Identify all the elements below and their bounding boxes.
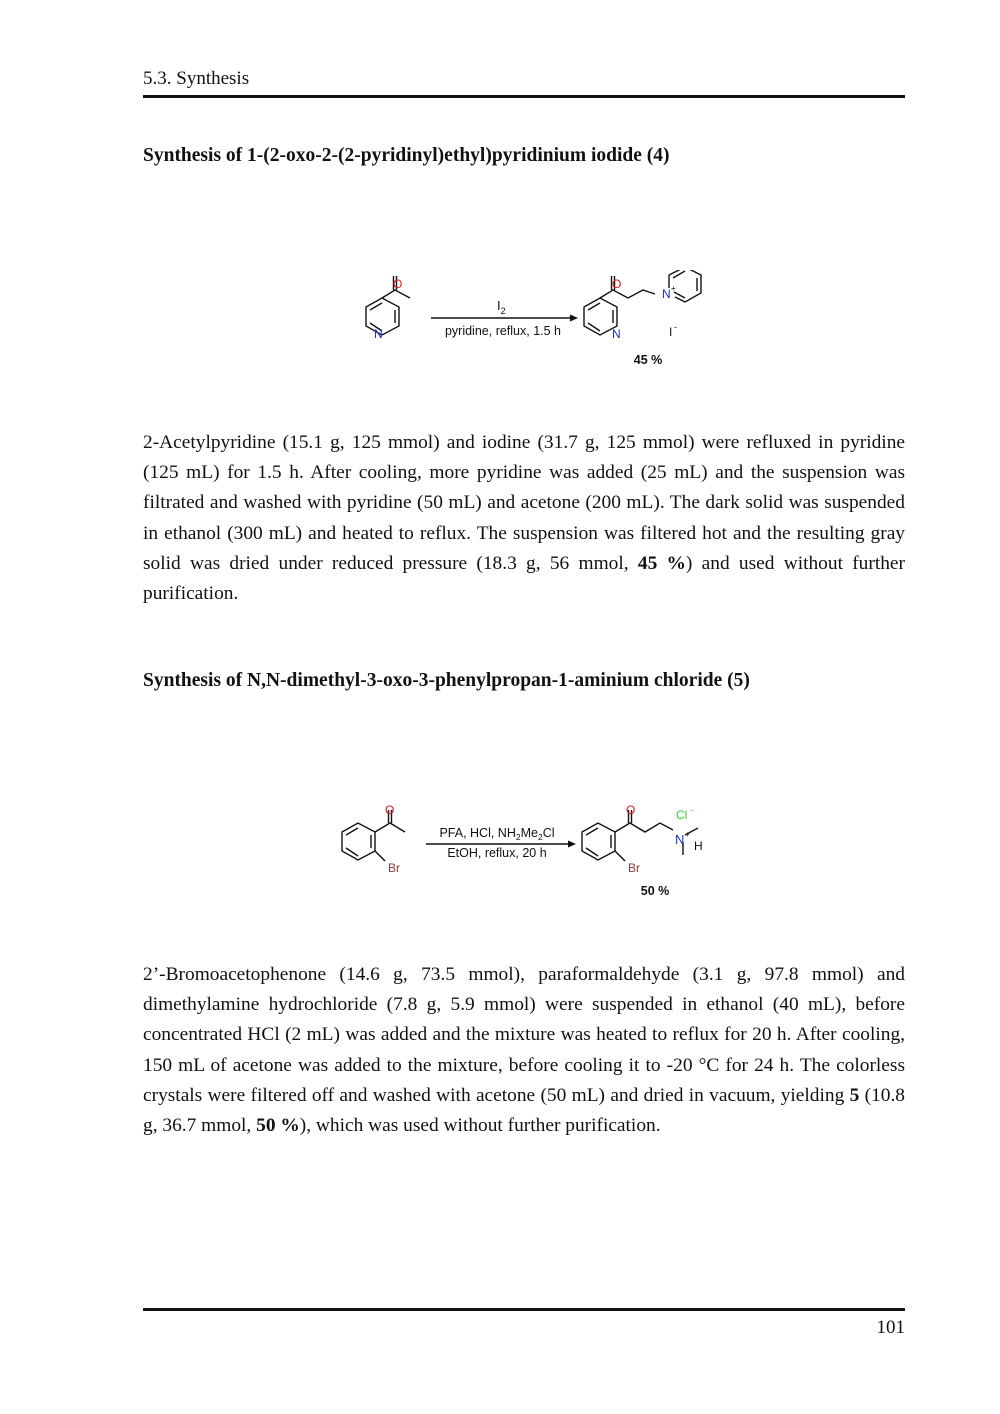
section-heading-4: Synthesis of 1-(2-oxo-2-(2-pyridinyl)ethyl)pyridinium iodide (4) (143, 145, 670, 166)
procedure-paragraph-5: 2’-Bromoacetophenone (14.6 g, 73.5 mmol), paraformaldehyde (3.1 g, 97.8 mmol) and dimethylamine hydrochloride (7.8 g, 5.9 mmol) were suspended in ethanol (40 mL), before concentrated HCl (2 mL) was added and the mixture was heated to reflux for 20 h. After cooling, 150 mL of acetone was added to the mixture, before cooling it to -20 °C for 24 h. The colorless crystals were filtered off and washed with acetone (50 mL) and dried in vacuum, yielding 5 (10.8 g, 36.7 mmol, 50 %), which was used without further purification. (143, 964, 905, 1137)
page-number: 101 (876, 1317, 905, 1338)
nitrogen-atom: N (675, 832, 685, 847)
footer-rule (143, 1308, 905, 1311)
reagent-label: $I_2$ (497, 298, 506, 316)
nitrogen-cation-atom: N (662, 287, 671, 301)
negative-charge: - (690, 805, 693, 815)
yield-value: 45 % (637, 552, 686, 574)
nitrogen-atom: N (612, 327, 621, 341)
oxygen-atom: O (612, 277, 622, 291)
reagent-label: PFA, HCl, $NH_2Me_2Cl$ (439, 826, 555, 842)
bromine-atom: Br (388, 861, 400, 875)
reaction-scheme-4 (330, 270, 730, 375)
yield-label: 50 % (640, 884, 670, 898)
running-header: 5.3. Synthesis (143, 68, 250, 89)
header-rule (143, 95, 905, 98)
positive-charge: + (671, 284, 676, 293)
conditions-label: pyridine, reflux, 1.5 h (444, 324, 562, 338)
compound-number: 5 (849, 1084, 860, 1106)
oxygen-atom: O (393, 277, 403, 291)
oxygen-atom: O (385, 803, 395, 817)
conditions-label: EtOH, reflux, 20 h (447, 846, 547, 860)
yield-value: 50 % (256, 1115, 300, 1137)
negative-charge: - (674, 322, 677, 332)
nitrogen-atom: N (374, 327, 383, 341)
bromine-atom: Br (628, 861, 640, 875)
procedure-paragraph-4: 2-Acetylpyridine (15.1 g, 125 mmol) and iodine (31.7 g, 125 mmol) were refluxed in pyridine (125 mL) for 1.5 h. After cooling, more pyridine was added (25 mL) and the suspension was filtrated and washed with pyridine (50 mL) and acetone (200 mL). The dark solid was suspended in ethanol (300 mL) and heated to reflux. The suspension was filtered hot and the resulting gray solid was dried under reduced pressure (18.3 g, 56 mmol, 45 %) and used without further purification. (143, 432, 905, 605)
reaction-scheme-5 (330, 795, 730, 905)
oxygen-atom: O (626, 803, 636, 817)
iodide-counter-ion: I (669, 325, 673, 339)
positive-charge: + (685, 830, 690, 839)
chloride-counter-ion: Cl (676, 808, 688, 822)
hydrogen-atom: H (694, 839, 703, 853)
section-heading-5: Synthesis of N,N-dimethyl-3-oxo-3-phenylpropan-1-aminium chloride (5) (143, 670, 750, 691)
yield-label: 45 % (633, 353, 663, 367)
